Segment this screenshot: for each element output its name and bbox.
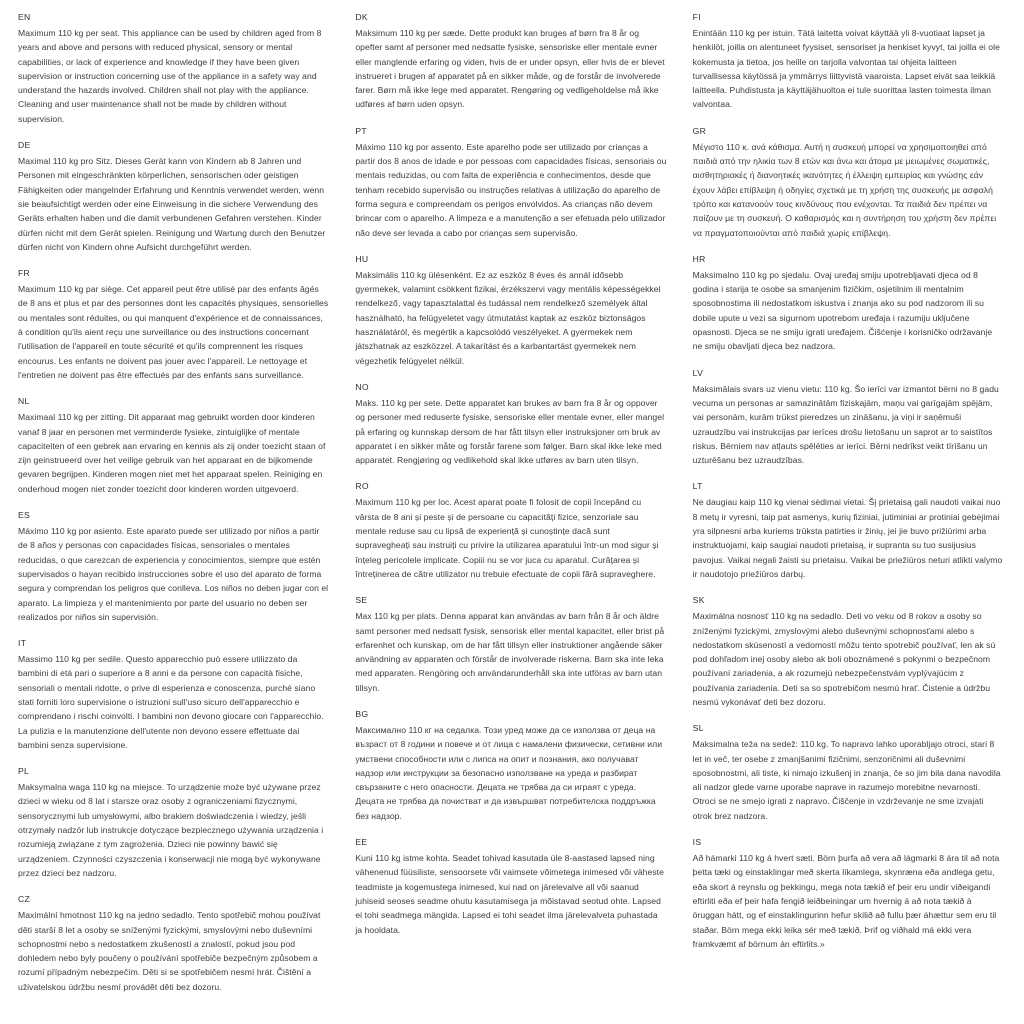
lang-section-sl xyxy=(693,723,1004,823)
lang-section-ee xyxy=(355,837,666,937)
lang-code-cz: CZ xyxy=(18,894,31,905)
lang-section-gr xyxy=(693,126,1004,240)
lang-code-it: IT xyxy=(18,638,27,649)
lang-text-cz: Maximální hmotnost 110 kg na jedno sedadlo. Tento spotřebič mohou používat děti starší 8 let a osoby se sníženými fyzickými, smyslovými nebo duševními schopnostmi nebo s nedostatkem zkušeností a znalostí, pokud jsou pod dohledem nebo byly poučeny o používání spotřebiče bezpečným způsobem a rozumí případným nebezpečím. Děti si se spotřebičem nesmí hrát. Čištění a uživatelskou údržbu nesmí provádět děti bez dozoru. xyxy=(18,910,321,992)
lang-text-sl: Maksimalna teža na sedež: 110 kg. To napravo lahko uporabljajo otroci, stari 8 let in več, ter osebe z zmanjšanimi fizičnimi, senzoričnimi ali duševnimi sposobnostmi, ali tiste, ki nimajo izkušenj in znanja, če so jim bila dana navodila ali nadzor glede varne uporabe naprave in razumejo morebitne nevarnosti. Otroci se ne smejo igrati z napravo. Čiščenje in vzdrževanje ne sme izvajati otrok brez nadzora. xyxy=(692,739,1001,821)
lang-code-ee: EE xyxy=(355,837,368,848)
lang-text-sk: Maximálna nosnosť 110 kg na sedadlo. Deti vo veku od 8 rokov a osoby so zníženými fyzickými, zmyslovými alebo duševnými schopnosťami alebo s nedostatkom skúseností a vedomostí môžu tento spotrebič používať, len ak sú pod dohľadom inej osoby alebo ak boli oboznámené s pokynmi o bezpečnom používaní zariadenia, a ak rozumejú nebezpečenstvám vyplývajúcim z používania zariadenia. Deti sa so spotrebičom nesmú hrať. Čistenie a údržbu nesmú vykonávať deti bez dozoru. xyxy=(692,611,996,707)
lang-code-en: EN xyxy=(18,12,31,22)
lang-section-no xyxy=(355,382,666,467)
lang-code-hr: HR xyxy=(692,253,706,264)
lang-section-se xyxy=(355,595,666,695)
column-3 xyxy=(693,12,1004,1014)
lang-code-dk: DK xyxy=(355,12,368,22)
lang-code-is: IS xyxy=(692,837,702,848)
lang-text-se: Max 110 kg per plats. Denna apparat kan användas av barn från 8 år och äldre samt personer med nedsatt fysisk, sensorisk eller mental kapacitet, eller brist på erfarenhet och kunskap, om de har fått tillsyn eller instruktioner angående säker användning av apparaten och förstår de involverade riskerna. Barn ska inte leka med apparaten. Rengöring och användarunderhåll ska inte utföras av barn utan tillsyn. xyxy=(355,611,665,693)
lang-section-nl xyxy=(18,396,329,496)
lang-code-gr: GR xyxy=(692,125,707,136)
lang-text-nl: Maximaal 110 kg per zitting. Dit apparaat mag gebruikt worden door kinderen vanaf 8 jaar en personen met verminderde fysieke, zintuiglijke of mentale capaciteiten of een gebrek aan ervaring en kennis als zij onder toezicht staan of zijn geinstrueerd over het veilige gebruik van het apparaat en de bijkomende gevaren begrijpen. Kinderen mogen niet met het apparaat spelen. Reiniging en onderhoud mogen niet zonder toezicht door kinderen worden uitgevoerd. xyxy=(18,412,326,494)
lang-section-lt xyxy=(693,481,1004,581)
lang-code-de: DE xyxy=(18,140,31,151)
lang-text-is: Að hámarki 110 kg á hvert sæti. Börn þurfa að vera að lágmarki 8 ára til að nota þetta tæki og einstaklingar með skerta líkamlega, skynræna eða andlega getu, eða skort á reynslu og þekkingu, mega nota tækið ef þeir eru undir viðeigandi eftirliti eða ef þeir hafa fengið leiðbeiningar um hvernig á að nota tækið á öruggan hátt, og ef einstaklingurinn hefur skilið að fullu þær áhættur sem eru til staðar. Börn mega ekki leika sér með tækið. Þrif og viðhald má ekki vera framkvæmt af börnum án eftirlits.» xyxy=(692,853,1000,949)
lang-text-it: Massimo 110 kg per sedile. Questo apparecchio può essere utilizzato da bambini di età pari o superiore a 8 anni e da persone con capacità fisiche, sensoriali o mentali ridotte, o prive di esperienza e conoscenza, purché siano stati forniti loro supervisione o istruzioni sull'uso sicuro dell'apparecchio e comprendano i rischi coinvolti. I bambini non devono giocare con l'apparecchio. La pulizia e la manutenzione dell'utente non devono essere effettuate dai bambini senza supervisione. xyxy=(18,654,324,750)
lang-text-de: Maximal 110 kg pro Sitz. Dieses Gerät kann von Kindern ab 8 Jahren und Personen mit eingeschränkten körperlichen, sensorischen oder geistigen Fähigkeiten oder mangelnder Erfahrung und Kenntnis verwendet werden, wenn sie beaufsichtigt werden oder eine Einweisung in die sichere Verwendung des Geräts erhalten haben und die damit verbundenen Gefahren verstehen. Kinder dürfen nicht mit dem Gerät spielen. Reinigung und Wartung durch den Benutzer dürfen nicht von Kindern ohne Aufsicht durchgeführt werden. xyxy=(18,156,326,252)
lang-text-pl: Maksymalna waga 110 kg na miejsce. To urządzenie może być używane przez dzieci w wieku od 8 lat i starsze oraz osoby z ograniczeniami fizycznymi, sensorycznymi lub umysłowymi, albo brakiem doświadczenia i wiedzy, jeśli otrzymały nadzór lub instrukcje dotyczące bezpiecznego używania urządzenia i rozumieją związane z tym zagrożenia. Dzieci nie powinny bawić się urządzeniem. Czynności czyszczenia i konserwacji nie mogą być wykonywane przez dzieci bez nadzoru. xyxy=(18,782,324,878)
lang-code-sl: SL xyxy=(692,723,704,734)
lang-text-gr: Μέγιστο 110 κ. ανά κάθισμα. Αυτή η συσκευή μπορεί να χρησιμοποιηθεί από παιδιά από την ηλικία των 8 ετών και άνω και άτομα με μειωμένες σωματικές, αισθητηριακές ή διανοητικές ικανότητες ή έλλειψη εμπειρίας και γνώσης εάν έχουν λάβει επίβλεψη ή οδηγίες σχετικά με τη χρήση της συσκευής με ασφαλή τρόπο και κατανοούν τους κινδύνους που ενέχονται. Τα παιδιά δεν πρέπει να παίζουν με τη συσκευή. Ο καθαρισμός και η συντήρηση του χρήστη δεν πρέπει να πραγματοποιούνται από παιδιά χωρίς επίβλεψη. xyxy=(692,141,997,238)
lang-code-nl: NL xyxy=(18,396,30,407)
lang-code-fr: FR xyxy=(18,268,31,279)
lang-text-pt: Máximo 110 kg por assento. Este aparelho pode ser utilizado por crianças a partir dos 8 anos de idade e por pessoas com capacidades físicas, sensoriais ou mentais reduzidas, ou com falta de experiência e conhecimentos, desde que tenham recebido supervisão ou instruções relativas à utilização do aparelho de forma segura e compreendam os perigos envolvidos. As crianças não devem brincar com o aparelho. A limpeza e a manutenção a ser efetuada pelo utilizador não deve ser levada a cabo por crianças sem supervisão. xyxy=(355,141,667,238)
column-1 xyxy=(18,12,329,1014)
lang-section-lv xyxy=(693,368,1004,468)
lang-text-hu: Maksimális 110 kg ülésenként. Ez az eszköz 8 éves és annál idősebb gyermekek, valamint csökkent fizikai, érzékszervi vagy mentális képességekkel rendelkező, vagy tapasztalattal és tudással nem rendelkező személyek által használható, ha felügyeletet vagy útmutatást kaptak az eszköz biztonságos használatáról, és megértik a kapcsolódó veszélyeket. A gyermekek nem játszhatnak az eszközzel. A takarítást és a karbantartást gyermekek nem végezhetik felügyelet nélkül. xyxy=(355,269,661,366)
lang-code-bg: BG xyxy=(355,708,369,719)
lang-code-lv: LV xyxy=(692,367,704,378)
lang-section-hr xyxy=(693,254,1004,354)
lang-text-fr: Maximum 110 kg par siège. Cet appareil peut être utilisé par des enfants âgés de 8 ans et plus et par des personnes dont les capacités physiques, sensorielles ou mentales sont réduites, ou qui manquent d'expérience et de connaissances, à condition qu'ils aient reçu une surveillance ou des instructions concernant l'utilisation de l'appareil en toute sécurité et qu'ils comprennent les risques encourus. Les enfants ne doivent pas jouer avec l'appareil. Le nettoyage et l'entretien ne doivent pas être effectués par des enfants sans surveillance. xyxy=(18,284,329,380)
lang-text-lv: Maksimālais svars uz vienu vietu: 110 kg. Šo ierīci var izmantot bērni no 8 gadu vecuma un personas ar samazinātām fiziskajām, maņu vai garīgajām spējām, vai personām, kurām trūkst pieredzes un zināšanu, ja viņi ir saņēmuši uzraudzību vai instrukcijas par ierīces drošu lietošanu un saprot ar to saistītos riskus. Bērniem nav atļauts spēlēties ar ierīci. Bērni nedrīkst veikt tīrīšanu un uzturēšanu bez uzraudzības. xyxy=(692,383,999,466)
lang-code-lt: LT xyxy=(692,481,703,492)
lang-section-cz xyxy=(18,894,329,994)
lang-text-dk: Maksimum 110 kg per sæde. Dette produkt kan bruges af børn fra 8 år og opefter samt af personer med nedsatte fysiske, sensoriske eller mentale evner eller manglende erfaring og viden, hvis de er under opsyn, eller hvis de er blevet instrueret i brugen af apparatet på en sikker måde, og de forstår de involverede farer. Børn må ikke lege med apparatet. Rengøring og vedligeholdelse må ikke udføres af børn uden opsyn. xyxy=(355,28,665,110)
lang-code-pl: PL xyxy=(18,766,30,777)
lang-section-ro xyxy=(355,481,666,581)
lang-code-ro: RO xyxy=(355,481,369,492)
lang-code-se: SE xyxy=(355,595,368,606)
lang-code-sk: SK xyxy=(692,595,705,606)
lang-section-fi xyxy=(693,12,1004,112)
lang-text-bg: Максимално 110 кг на седалка. Този уред може да се използва от деца на възраст от 8 години и повече и от лица с намалени физически, сетивни или умствени способности или с липса на опит и познания, ако получават надзор или инструкции за безопасно използване на уреда и разбират свързаните с него опасности. Децата не трябва да си играят с уреда. Децата не трябва да почистват и да извършват потребителска поддръжка без надзор. xyxy=(355,724,663,821)
lang-text-ro: Maximum 110 kg per loc. Acest aparat poate fi folosit de copii începând cu vârsta de 8 ani și peste și de persoane cu capacități fizice, senzoriale sau mentale reduse sau cu lipsă de experiență și cunoștințe dacă sunt supravegheați sau instruiți cu privire la utilizarea aparatului într-un mod sigur și înțeleg pericolele implicate. Copiii nu se vor juca cu aparatul. Curățarea și întreținerea de către utilizator nu trebuie efectuate de copii fără supraveghere. xyxy=(355,497,659,579)
lang-text-es: Máximo 110 kg por asiento. Este aparato puede ser utilizado por niños a partir de 8 años y personas con capacidades físicas, sensoriales o mentales reducidas, o que carezcan de experiencia y conocimientos, siempre que estén supervisados o hayan recibido instrucciones sobre el uso del aparato de forma segura y comprendan los peligros que conlleva. Los niños no deben jugar con el aparato. La limpieza y el mantenimiento por parte del usuario no deben ser realizados por niños sin supervisión. xyxy=(18,526,329,622)
lang-section-bg xyxy=(355,709,666,823)
lang-text-en: Maximum 110 kg per seat. This appliance can be used by children aged from 8 years and above and persons with reduced physical, sensory or mental capabilities, or lack of experience and knowledge if they have been given supervision or instruction concerning use of the appliance in a safety way and understand the hazards involved. Children shall not play with the appliance. Cleaning and user maintenance shall not be made by children without supervision. xyxy=(18,28,322,124)
lang-section-pt xyxy=(355,126,666,240)
lang-text-hr: Maksimalno 110 kg po sjedalu. Ovaj uređaj smiju upotrebljavati djeca od 8 godina i starija te osobe sa smanjenim fizičkim, osjetilnim ili mentalnim sposobnostima ili nedostatkom iskustva i znanja ako su pod nadzorom ili su dobile upute u vezi sa sigurnom upotrebom uređaja i razumiju uključene opasnosti. Djeca se ne smiju igrati uređajem. Čišćenje i korisničko održavanje ne smiju obavljati djeca bez nadzora. xyxy=(692,269,993,352)
lang-code-hu: HU xyxy=(355,253,369,264)
lang-text-lt: Ne daugiau kaip 110 kg vienai sėdimai vietai. Šį prietaisą gali naudoti vaikai nuo 8 metų ir vyresni, taip pat asmenys, kurių fiziniai, jutiminiai ar protiniai gebėjimai yra silpnesni arba kuriems trūksta patirties ir žinių, jei jie buvo prižiūrimi arba instruktuojami, kaip saugiai naudoti prietaisą, ir supranta su tuo susijusius pavojus. Vaikai negali žaisti su prietaisu. Vaikai be priežiūros neturi atlikti valymo ir naudotojo priežiūros darbų. xyxy=(692,497,1003,579)
lang-text-no: Maks. 110 kg per sete. Dette apparatet kan brukes av barn fra 8 år og oppover og personer med reduserte fysiske, sensoriske eller mentale evner, eller mangel på erfaring og kunnskap dersom de har fått tilsyn eller instruksjoner om bruk av apparatet i en sikker måte og forstår farene som følger. Barn skal ikke leke med apparatet. Rengjøring og vedlikehold skal ikke utføres av barn uten tilsyn. xyxy=(355,397,665,466)
lang-section-it xyxy=(18,638,329,752)
lang-section-de xyxy=(18,140,329,254)
lang-code-fi: FI xyxy=(692,12,701,22)
lang-code-es: ES xyxy=(18,510,31,521)
lang-section-is xyxy=(693,837,1004,951)
lang-section-hu xyxy=(355,254,666,368)
lang-section-en xyxy=(18,12,329,126)
lang-text-fi: Enintään 110 kg per istuin. Tätä laitetta voivat käyttää yli 8-vuotiaat lapset ja henkilöt, joilla on alentuneet fyysiset, sensoriset ja henkiset kyvyt, tai joilla ei ole kokemusta ja tietoa, jos heille on tarjolla valvontaa tai ohjeita laitteen turvallisessa käytössä ja ymmärrys liittyvistä vaaroista. Lapset eivät saa leikkiä laitteella. Puhdistusta ja käyttäjähuoltoa ei tule suorittaa lasten toimesta ilman valvontaa. xyxy=(692,28,1000,110)
column-2 xyxy=(355,12,666,1014)
lang-text-ee: Kuni 110 kg istme kohta. Seadet tohivad kasutada üle 8-aastased lapsed ning vähenenud füüsiliste, sensoorsete või vaimsete võimetega inimesed või väheste teadmiste ja kogemustega inimesed, kui nad on järelevalve all või saanud juhiseid seoses seadme ohutu kasutamisega ja mõistavad seotud ohte. Lapsed ei tohi seadmega mängida. Lapsed ei tohi seadet ilma järelevalveta puhastada ja hooldata. xyxy=(355,853,664,935)
lang-section-pl xyxy=(18,766,329,880)
lang-section-sk xyxy=(693,595,1004,709)
lang-code-pt: PT xyxy=(355,125,367,136)
lang-section-es xyxy=(18,510,329,624)
lang-section-dk xyxy=(355,12,666,112)
lang-code-no: NO xyxy=(355,381,369,392)
lang-section-fr xyxy=(18,268,329,382)
